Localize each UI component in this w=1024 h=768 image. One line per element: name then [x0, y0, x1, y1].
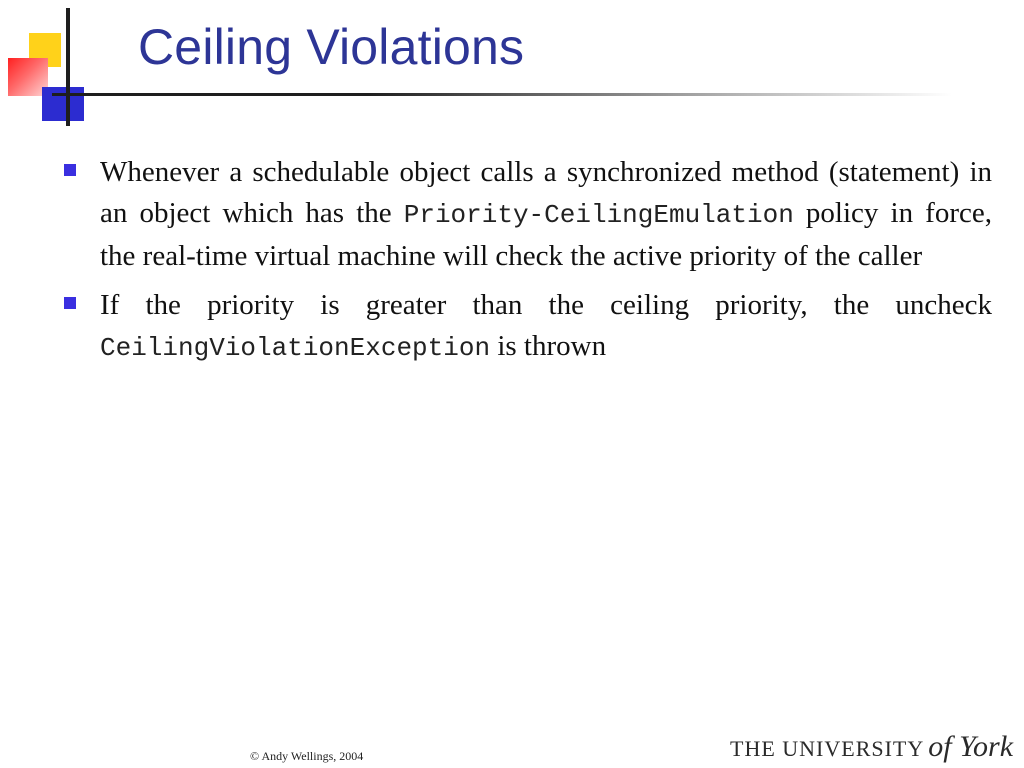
square-bullet-icon — [64, 164, 76, 176]
bullet-list — [62, 152, 992, 377]
square-bullet-icon — [64, 297, 76, 309]
bullet-text: Whenever a schedulable object calls a synchronized method (statement) in an object which has the — [100, 156, 992, 229]
bullet-text: is thrown — [490, 330, 607, 362]
bullet-item — [62, 285, 992, 369]
title-vertical-rule — [66, 8, 70, 126]
copyright-footer: © Andy Wellings, 2004 — [250, 749, 364, 763]
code-text: CeilingViolationException — [100, 333, 491, 363]
university-logo-text: THE UNIVERSITY — [730, 736, 925, 761]
bullet-item — [62, 152, 992, 277]
title-horizontal-rule — [52, 93, 952, 96]
code-text: Priority-CeilingEmulation — [403, 200, 794, 230]
slide-title: Ceiling Violations — [138, 19, 525, 75]
york-logo-text: of York — [928, 730, 1014, 763]
university-logo — [730, 730, 1013, 764]
bullet-text: If the priority is greater than the ceiling priority, the uncheck — [100, 289, 992, 321]
bullet-text: policy in force, the real-time virtual machine will check the active priority of the caller — [100, 197, 992, 272]
